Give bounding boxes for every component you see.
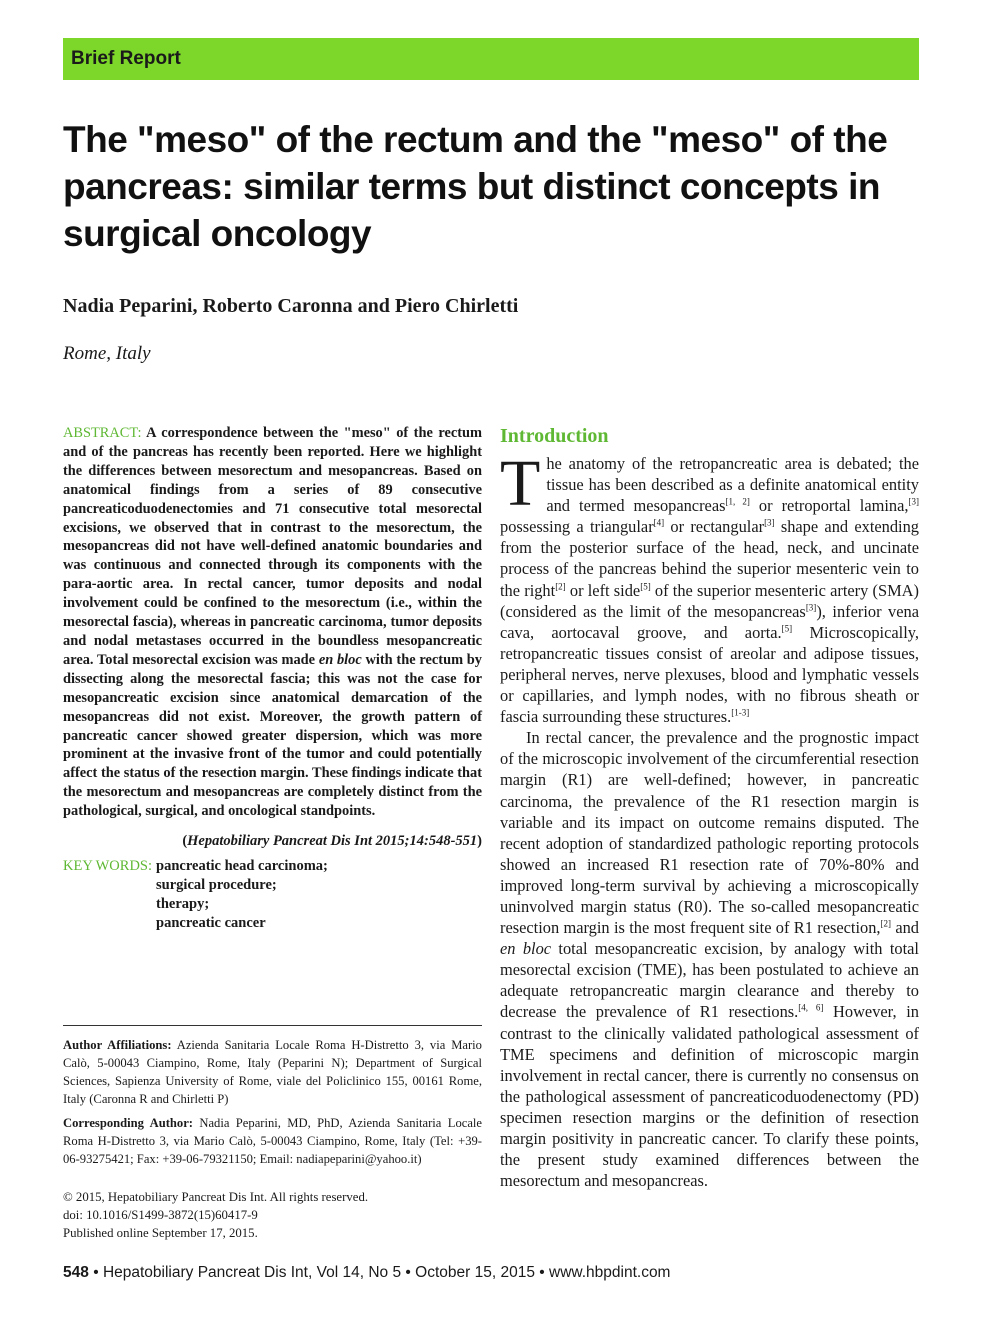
- keywords: [63, 857, 482, 933]
- journal-url: www.hbpdint.com: [549, 1264, 671, 1281]
- doi-line: doi: 10.1016/S1499-3872(15)60417-9: [63, 1208, 258, 1222]
- issue: No 5: [368, 1264, 402, 1281]
- separator: •: [93, 1264, 99, 1281]
- citation-ref: [4, 6]: [798, 1002, 824, 1013]
- text: shape and extending from the posterior surface of the head, neck, and uncinate process of the pancreas behind the superior mesenteric vein to the right: [500, 517, 919, 600]
- abstract-column: [63, 424, 482, 933]
- issue-year: 2015: [500, 1264, 535, 1281]
- corresponding-author: [63, 1114, 482, 1168]
- abstract-label: ABSTRACT:: [63, 425, 142, 441]
- page-number: 548: [63, 1264, 89, 1281]
- article-title: The "meso" of the rectum and the "meso" of the pancreas: similar terms but distinct concepts in surgical oncology: [63, 119, 888, 254]
- published-line: Published online September 17, 2015.: [63, 1226, 258, 1240]
- keyword-item: pancreatic cancer: [156, 915, 266, 932]
- citation-ref: [2]: [880, 918, 891, 929]
- affiliations-label: Author Affiliations:: [63, 1038, 172, 1052]
- page-footer: [63, 1264, 670, 1282]
- text: and: [891, 918, 919, 938]
- abstract-text-continued: with the rectum by dissecting along the mesorectal fascia; this was not the case for mesopancreatic excision since anatomical demarcation of the mesopancreas did not exist. Moreover, the growth pattern of pancreatic cancer showed greater dispersion, which was more prominent at the invasive front of the tumor and could potentially affect the status of the resection margin. These findings indicate that the mesorectum and mesopancreas are completely distinct from the pathological, surgical, and oncological standpoints.: [63, 651, 483, 820]
- volume: Vol 14,: [316, 1264, 365, 1281]
- intro-paragraph-2: [500, 727, 919, 1191]
- body-column: [500, 425, 919, 1191]
- text: or retroportal lamina,: [749, 496, 909, 516]
- citation-ref: [5]: [640, 581, 651, 592]
- affiliations-text: Azienda Sanitaria Locale Roma H-Distretto 3, via Mario Calò, 5-00043 Ciampino, Rome, Italy (Peparini N); Department of Surgical Sciences, Sapienza University of Rome, viale del Policlinico 155, 00161 Rome, Italy (Caronna R and Chirletti P): [63, 1038, 482, 1106]
- keyword-item: surgical procedure;: [156, 877, 277, 894]
- citation-ref: [1, 2]: [725, 496, 750, 507]
- issue-date: October 15,: [415, 1264, 497, 1281]
- text: total mesopancreatic excision, by analogy with total mesorectal excision (TME), has been postulated to achieve an adequate retropancreatic margin clearance and thereby to decrease the prevalence of R1 resections.: [500, 939, 919, 1022]
- citation-ref: [3]: [805, 602, 817, 613]
- citation: (Hepatobiliary Pancreat Dis Int 2015;14:548-551): [182, 833, 482, 850]
- keyword-item: therapy;: [156, 896, 210, 913]
- footnote-divider: [63, 1025, 482, 1026]
- keyword-item: pancreatic head carcinoma;: [156, 858, 328, 875]
- text: However, in contrast to the clinically validated pathological assessment of TME specimens and definition of microscopic margin involvement in rectal cancer, there is currently no consensus on the pathological assessment of pancreaticoduodenectomy (PD) specimen resection margins or the definition of resection margin positivity in pancreatic cancer. To clarify these points, the present study examined differences between the mesorectum and mesopancreas.: [500, 1002, 919, 1191]
- copyright-block: [63, 1188, 482, 1242]
- text: ), inferior vena cava, aortocaval groove, and aorta.: [500, 601, 919, 642]
- abstract-text: A correspondence between the "meso" of the rectum and of the pancreas has recently been reported. Here we highlight the differences between mesorectum and mesopancreas. Based on anatomical findings from a series of 89 consecutive pancreaticoduodenectomies and 71 consecutive total mesorectal excisions, we observed that in contrast to the mesorectum, the mesopancreas did not have well-defined anatomic boundaries and was continuous and connected through its components with the para-aortic area. In rectal cancer, tumor deposits and nodal involvement could be confined to the mesorectum (i.e., within the mesorectal fascia), whereas in pancreatic carcinoma, tumor deposits and nodal metastases occurred in the boundless mesopancreatic area. Total mesorectal excision was made: [63, 425, 483, 668]
- journal-name: Hepatobiliary Pancreat Dis Int,: [102, 1264, 313, 1281]
- text: Microscopically, retropancreatic tissues consist of areolar and adipose tissues, peripheral nerves, nerve plexuses, blood and lymphatic vessels or capillaries, and lymph nodes, with no fibrous sheath or fascia surrounding these structures.: [500, 622, 919, 727]
- corresponding-label: Corresponding Author:: [63, 1116, 193, 1130]
- text: or left side: [565, 580, 641, 600]
- citation-ref: [4]: [653, 517, 665, 528]
- author-list: Nadia Peparini, Roberto Caronna and Piero Chirletti: [63, 295, 519, 317]
- citation-ref: [5]: [781, 623, 793, 634]
- citation-ref: [3]: [908, 496, 919, 507]
- separator: •: [405, 1264, 411, 1281]
- citation-ref: [3]: [764, 517, 775, 528]
- text: or rectangular: [664, 517, 765, 537]
- author-location: Rome, Italy: [63, 343, 151, 364]
- author-affiliations: [63, 1036, 482, 1108]
- keywords-label: KEY WORDS:: [63, 858, 153, 875]
- drop-cap: T: [500, 447, 541, 520]
- intro-paragraph-1: [500, 447, 919, 727]
- abstract-italic: en bloc: [318, 651, 362, 668]
- copyright-line: © 2015, Hepatobiliary Pancreat Dis Int. All rights reserved.: [63, 1190, 369, 1204]
- report-type-banner: [63, 38, 919, 80]
- keyword-list: [156, 857, 328, 933]
- separator: •: [539, 1264, 545, 1281]
- text: he anatomy of the retropancreatic area is debated; the tissue has been described as a definite anatomical entity and termed mesopancreas: [546, 454, 919, 516]
- text: of the superior mesenteric artery (SMA) (considered as the limit of the mesopancreas: [500, 580, 919, 621]
- report-type-label: Brief Report: [71, 48, 181, 69]
- italic-text: en bloc: [500, 939, 552, 959]
- citation-ref: [1-3]: [731, 707, 750, 718]
- text: In rectal cancer, the prevalence and the prognostic impact of the microscopic involvement of the circumferential resection margin (R1) are well-defined; however, in pancreatic carcinoma, the prevalence of the R1 resection margin is variable and its impact on outcome remains disputed. The recent adoption of standardized pathologic reporting protocols showed an increased R1 resection rate of 70%-80% and improved long-term survival by achieving a microscopically uninvolved margin status (R0). The so-called mesopancreatic resection margin is the most frequent site of R1 resection,: [500, 728, 919, 938]
- abstract: [63, 424, 482, 821]
- corresponding-text: Nadia Peparini, MD, PhD, Azienda Sanitaria Locale Roma H-Distretto 3, via Mario Calò, 5-00043 Ciampino, Rome, Italy (Tel: +39-06-93275421; Fax: +39-06-79321150; Email: nadiapeparini@yahoo.it): [63, 1116, 483, 1166]
- citation-ref: [2]: [555, 581, 566, 592]
- section-heading-introduction: Introduction: [500, 425, 609, 447]
- text: possessing a triangular: [500, 517, 654, 537]
- citation-text: Hepatobiliary Pancreat Dis Int 2015;14:548-551: [187, 833, 478, 850]
